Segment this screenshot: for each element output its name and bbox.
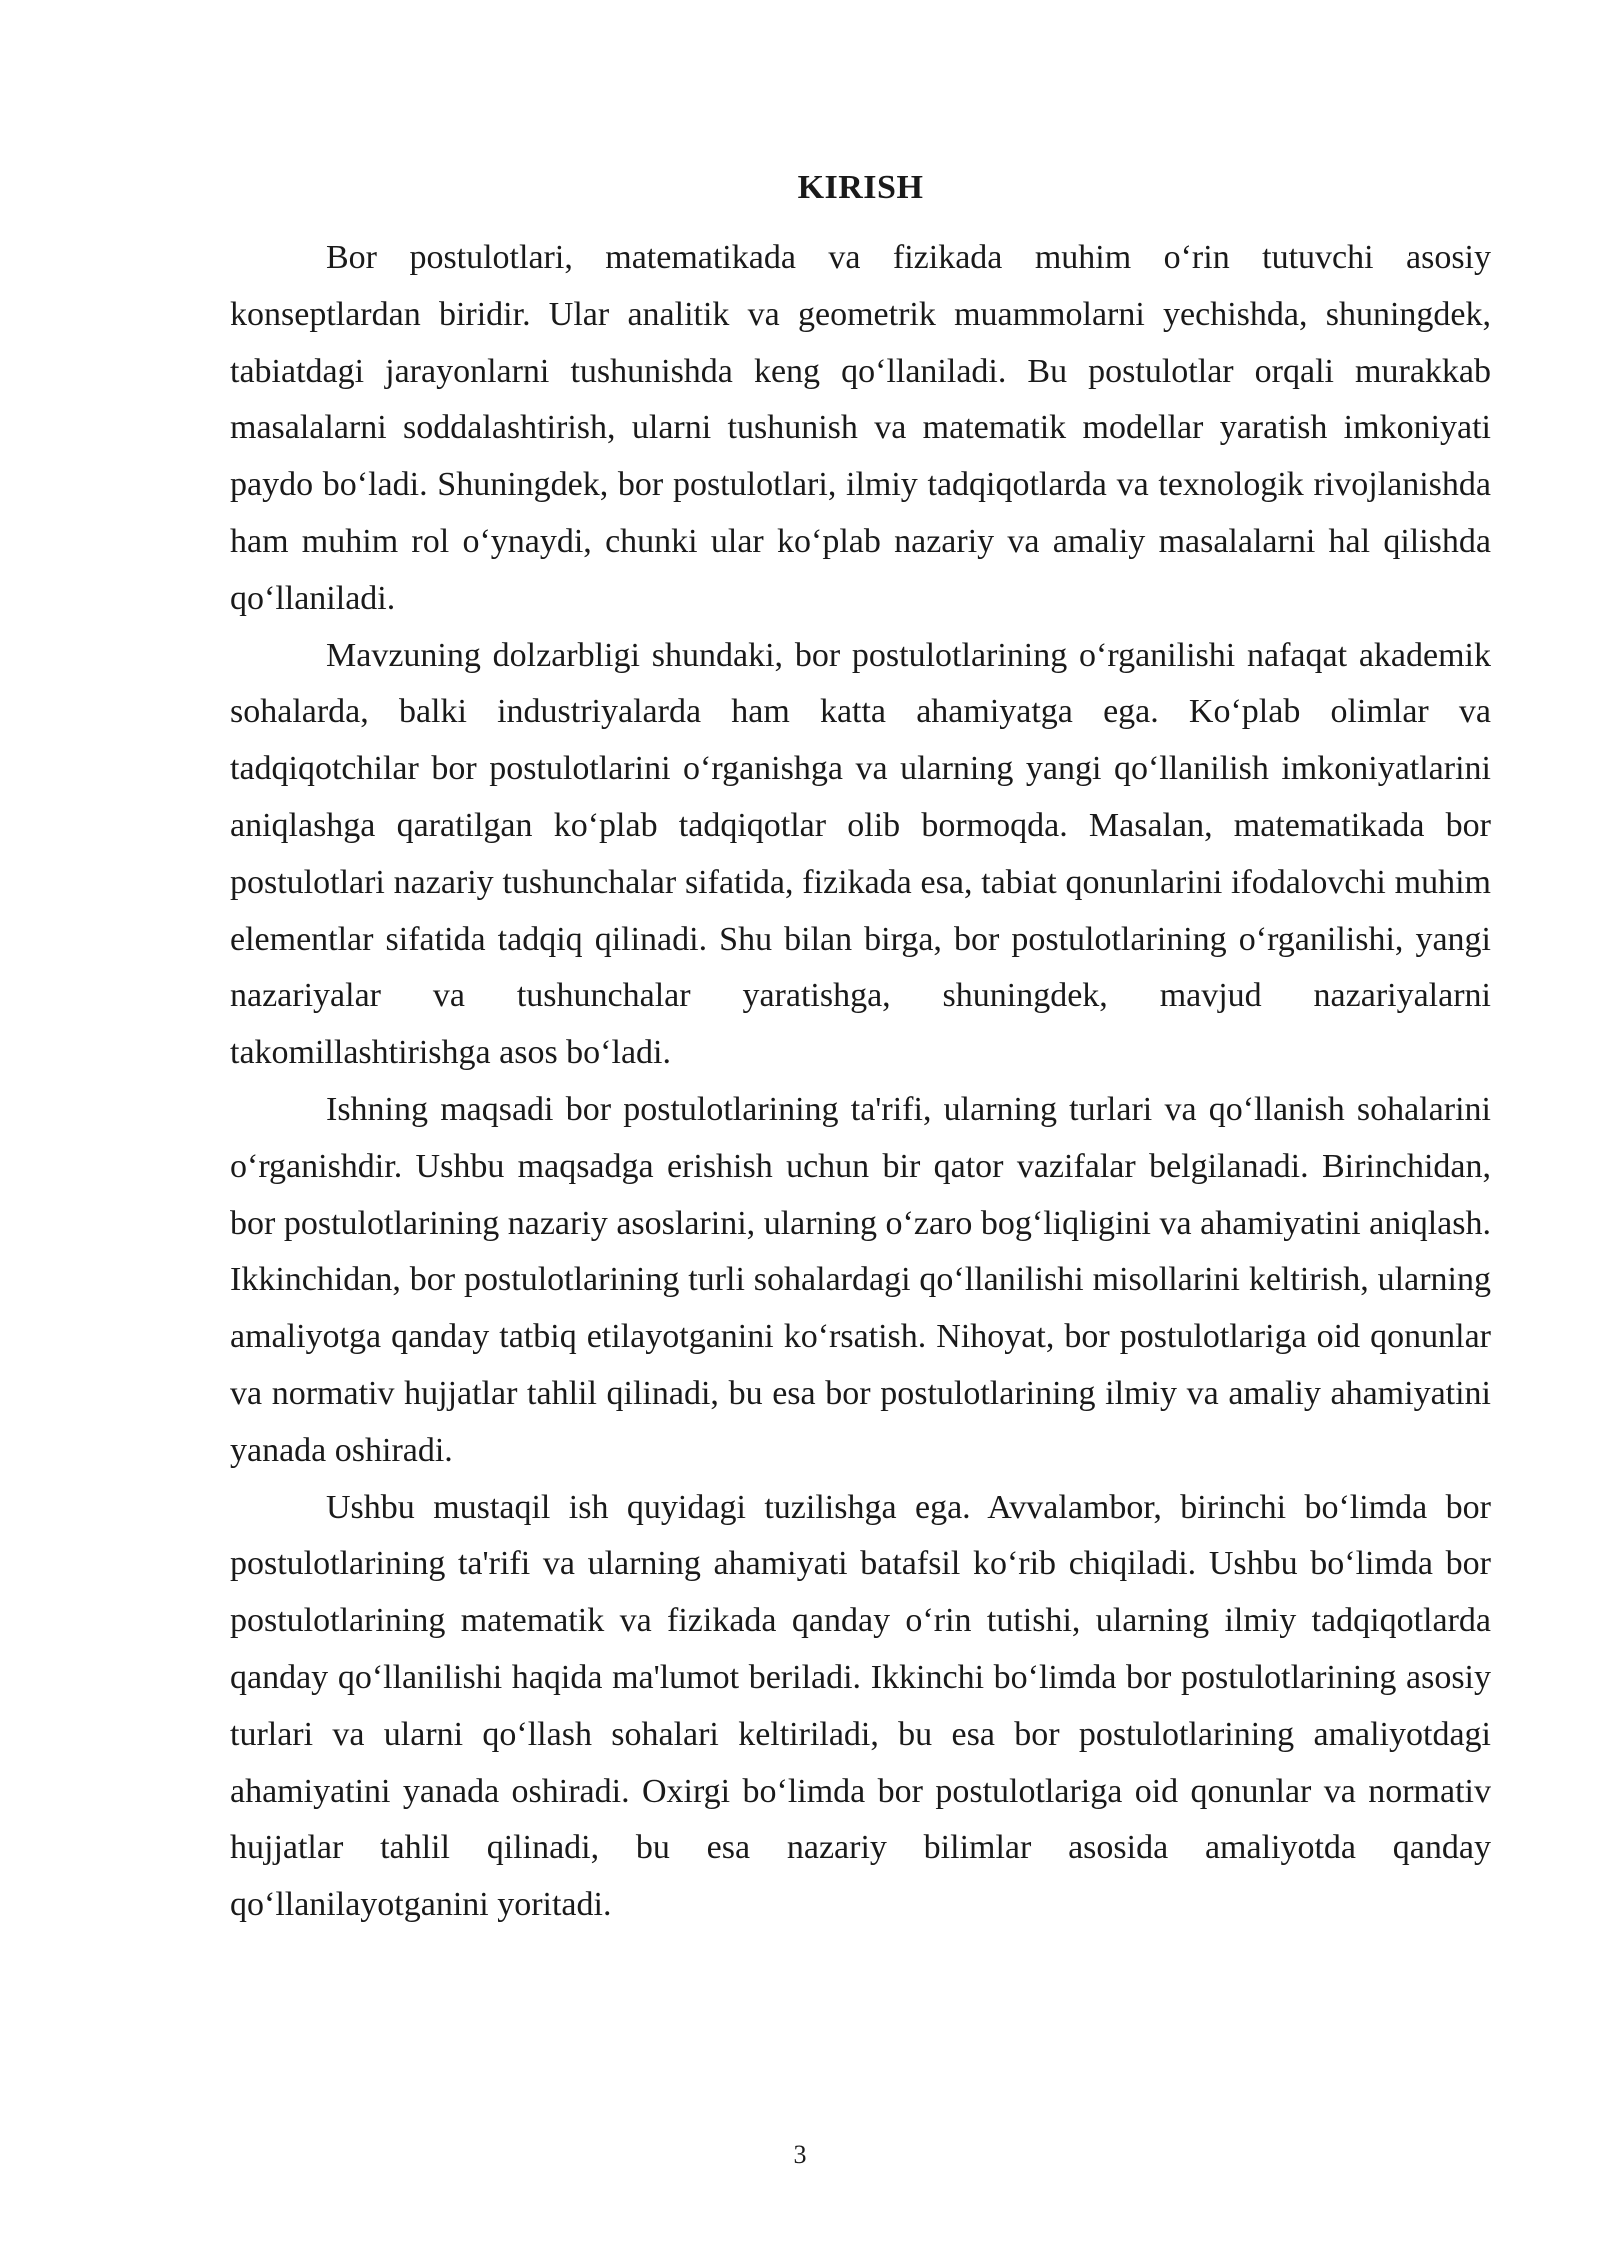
section-title: KIRISH <box>797 169 924 206</box>
paragraph-structure: Ushbu mustaqil ish quyidagi tuzilishga ega. Avvalambor, birinchi boʻlimda bor postulotlarining ta'rifi va ularning ahamiyati batafsil koʻrib chiqiladi. Ushbu boʻlimda bor postulotlarining matematik va fizikada qanday oʻrin tutishi, ularning ilmiy tadqiqotlarda qanday qoʻllanilishi haqida ma'lumot beriladi. Ikkinchi boʻlimda bor postulotlarining asosiy turlari va ularni qoʻllash sohalari keltiriladi, bu esa bor postulotlarining amaliyotdagi ahamiyatini yanada oshiradi. Oxirgi boʻlimda bor postulotlariga oid qonunlar va normativ hujjatlar tahlil qilinadi, bu esa nazariy bilimlar asosida amaliyotda qanday qoʻllanilayotganini yoritadi. <box>230 1488 1491 1924</box>
paragraph-goal: Ishning maqsadi bor postulotlarining ta'rifi, ularning turlari va qoʻllanish sohalarini oʻrganishdir. Ushbu maqsadga erishish uchun bir qator vazifalar belgilanadi. Birinchidan, bor postulotlarining nazariy asoslarini, ularning oʻzaro bogʻliqligini va ahamiyatini aniqlash. Ikkinchidan, bor postulotlarining turli sohalardagi qoʻllanilishi misollarini keltirish, ularning amaliyotga qanday tatbiq etilayotganini koʻrsatish. Nihoyat, bor postulotlariga oid qonunlar va normativ hujjatlar tahlil qilinadi, bu esa bor postulotlarining ilmiy va amaliy ahamiyatini yanada oshiradi. <box>230 1090 1491 1469</box>
page-number: 3 <box>793 2140 807 2169</box>
paragraph-introduction: Bor postulotlari, matematikada va fizikada muhim oʻrin tutuvchi asosiy konseptlardan biridir. Ular analitik va geometrik muammolarni yechishda, shuningdek, tabiatdagi jarayonlarni tushunishda keng qoʻllaniladi. Bu postulotlar orqali murakkab masalalarni soddalashtirish, ularni tushunish va matematik modellar yaratish imkoniyati paydo boʻladi. Shuningdek, bor postulotlari, ilmiy tadqiqotlarda va texnologik rivojlanishda ham muhim rol oʻynaydi, chunki ular koʻplab nazariy va amaliy masalalarni hal qilishda qoʻllaniladi. <box>230 239 1491 617</box>
document-page <box>230 160 1491 1934</box>
paragraph-relevance: Mavzuning dolzarbligi shundaki, bor postulotlarining oʻrganilishi nafaqat akademik sohalarda, balki industriyalarda ham katta ahamiyatga ega. Koʻplab olimlar va tadqiqotchilar bor postulotlarini oʻrganishga va ularning yangi qoʻllanilish imkoniyatlarini aniqlashga qaratilgan koʻplab tadqiqotlar olib bormoqda. Masalan, matematikada bor postulotlari nazariy tushunchalar sifatida, fizikada esa, tabiat qonunlarini ifodalovchi muhim elementlar sifatida tadqiq qilinadi. Shu bilan birga, bor postulotlarining oʻrganilishi, yangi nazariyalar va tushunchalar yaratishga, shuningdek, mavjud nazariyalarni takomillashtirishga asos boʻladi. <box>230 636 1491 1072</box>
